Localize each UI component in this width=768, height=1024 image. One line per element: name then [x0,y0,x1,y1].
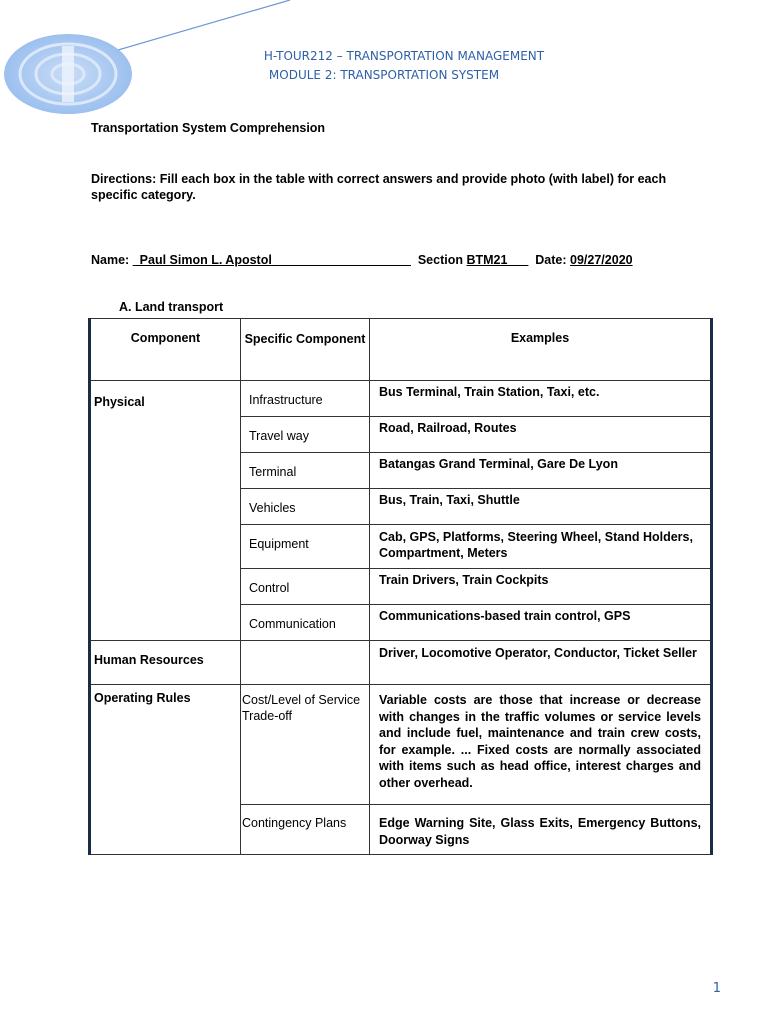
specific-cell: Travel way [241,417,370,453]
page-number: 1 [712,981,721,996]
specific-cell: Terminal [241,453,370,489]
table-row [90,641,712,685]
section-value: BTM21 [466,253,508,267]
examples-cell: Driver, Locomotive Operator, Conductor, Ticket Seller [370,641,712,685]
specific-cell: Communication [241,605,370,641]
section-label: Section [417,253,463,267]
header-specific-component: Specific Component [241,319,370,381]
component-physical: Physical [90,381,241,641]
specific-cell: Vehicles [241,489,370,525]
specific-cell: Cost/Level of Service Trade-off [241,685,370,805]
name-value: _Paul Simon L. Apostol [132,253,272,267]
component-human-resources: Human Resources [90,641,241,685]
specific-cell: Equipment [241,525,370,569]
examples-cell: Bus, Train, Taxi, Shuttle [370,489,712,525]
section-heading-land-transport: A. Land transport [119,300,224,314]
specific-cell [241,641,370,685]
header-examples: Examples [370,319,712,381]
land-transport-table [88,318,713,855]
examples-cell: Bus Terminal, Train Station, Taxi, etc. [370,381,712,417]
document-title: Transportation System Comprehension [91,121,326,135]
name-underline: ____________________ [271,253,411,267]
module-title: MODULE 2: TRANSPORTATION SYSTEM [268,68,500,82]
directions-text: Directions: Fill each box in the table with correct answers and provide photo (with label) for each specific category. [91,172,667,202]
examples-cell: Edge Warning Site, Glass Exits, Emergency Buttons, Doorway Signs [370,805,712,855]
examples-cell: Cab, GPS, Platforms, Steering Wheel, Stand Holders, Compartment, Meters [370,525,712,569]
date-value: 09/27/2020 [570,253,633,267]
examples-cell: Variable costs are those that increase or decrease with changes in the traffic volumes or service levels and include fuel, maintenance and train crew costs, for example. ... Fixed costs are normally associated with items such as head office, interest charges and other overhead. [370,685,712,805]
examples-cell: Batangas Grand Terminal, Gare De Lyon [370,453,712,489]
course-title: H-TOUR212 – TRANSPORTATION MANAGEMENT [263,49,545,63]
examples-cell: Road, Railroad, Routes [370,417,712,453]
table-header-row [90,319,712,381]
examples-cell: Train Drivers, Train Cockpits [370,569,712,605]
table-row [90,381,712,417]
header-component: Component [90,319,241,381]
component-operating-rules: Operating Rules [90,685,241,855]
table-row [90,685,712,805]
specific-cell: Control [241,569,370,605]
name-label: Name: [91,253,130,267]
specific-cell: Infrastructure [241,381,370,417]
section-underline: ___ [507,253,529,267]
specific-cell: Contingency Plans [241,805,370,855]
examples-cell: Communications-based train control, GPS [370,605,712,641]
name-section-date-line [91,253,633,267]
date-label: Date: [535,253,567,267]
